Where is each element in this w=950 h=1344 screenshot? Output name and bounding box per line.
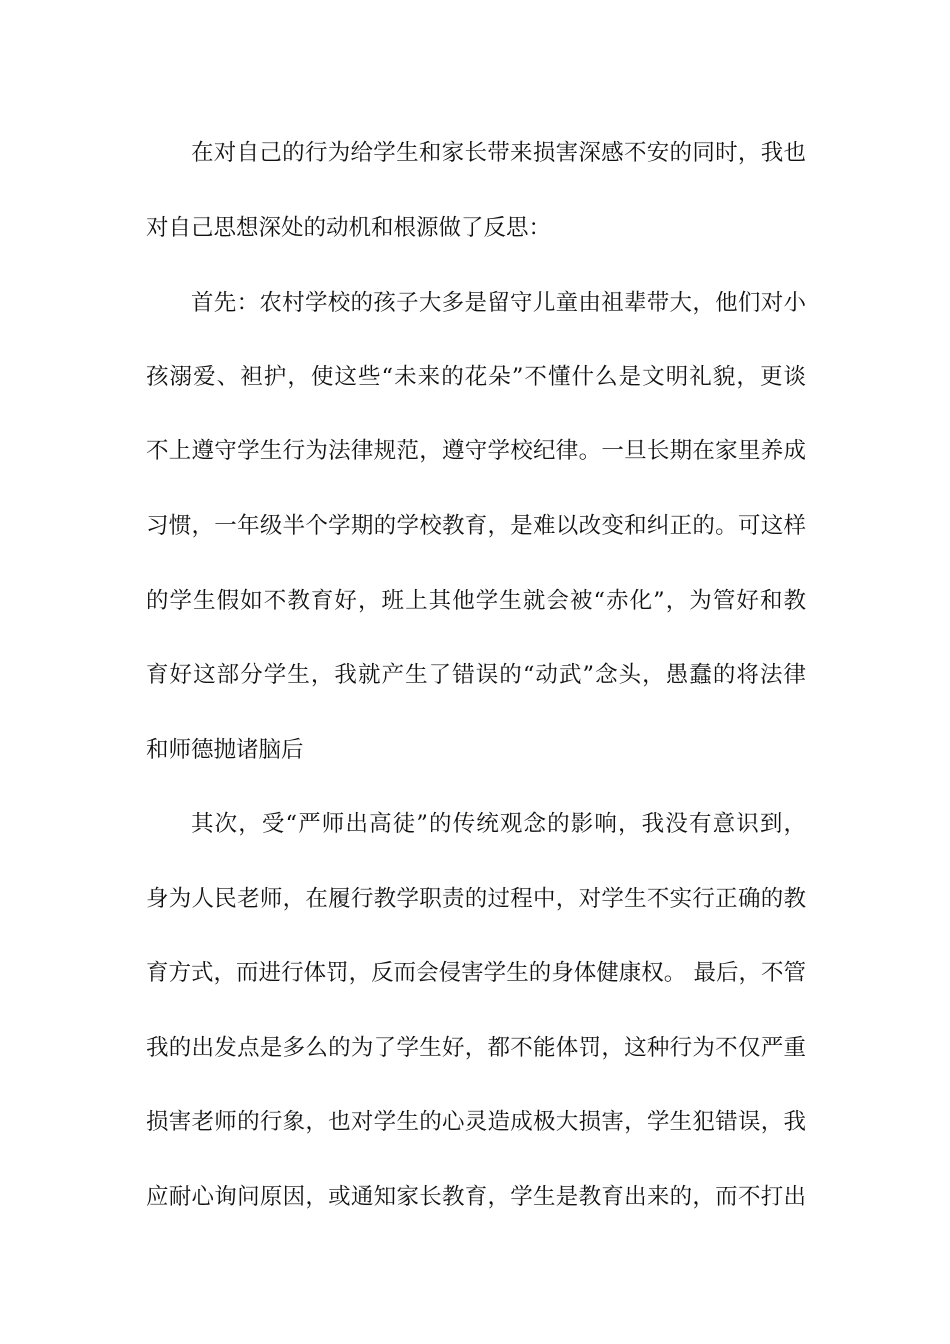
- text-line-4: 孩溺爱、袒护，使这些“未来的花朵”不懂什么是文明礼貌，更谈: [146, 364, 806, 390]
- text-line-14: 损害老师的行象，也对学生的心灵造成极大损害，学生犯错误，我: [146, 1109, 806, 1135]
- text-line-3: 首先：农村学校的孩子大多是留守儿童由祖辈带大，他们对小: [191, 290, 806, 316]
- text-line-12: 育方式，而进行体罚，反而会侵害学生的身体健康权。 最后，不管: [146, 960, 806, 986]
- text-line-2: 对自己思想深处的动机和根源做了反思：: [146, 215, 552, 241]
- text-line-5: 不上遵守学生行为法律规范，遵守学校纪律。一旦长期在家里养成: [146, 438, 806, 464]
- text-line-7: 的学生假如不教育好，班上其他学生就会被“赤化”，为管好和教: [146, 588, 806, 614]
- text-line-6: 习惯，一年级半个学期的学校教育，是难以改变和纠正的。可这样: [146, 513, 806, 539]
- text-line-9: 和师德抛诸脑后: [146, 737, 304, 763]
- text-line-13: 我的出发点是多么的为了学生好，都不能体罚，这种行为不仅严重: [146, 1035, 806, 1061]
- text-line-11: 身为人民老师，在履行教学职责的过程中，对学生不实行正确的教: [146, 886, 806, 912]
- text-line-1: 在对自己的行为给学生和家长带来损害深感不安的同时，我也: [191, 140, 806, 166]
- text-line-10: 其次，受“严师出高徒”的传统观念的影响，我没有意识到，: [191, 811, 806, 837]
- text-line-15: 应耐心询问原因，或通知家长教育，学生是教育出来的，而不打出: [146, 1184, 806, 1210]
- text-line-8: 育好这部分学生，我就产生了错误的“动武”念头，愚蠢的将法律: [146, 662, 806, 688]
